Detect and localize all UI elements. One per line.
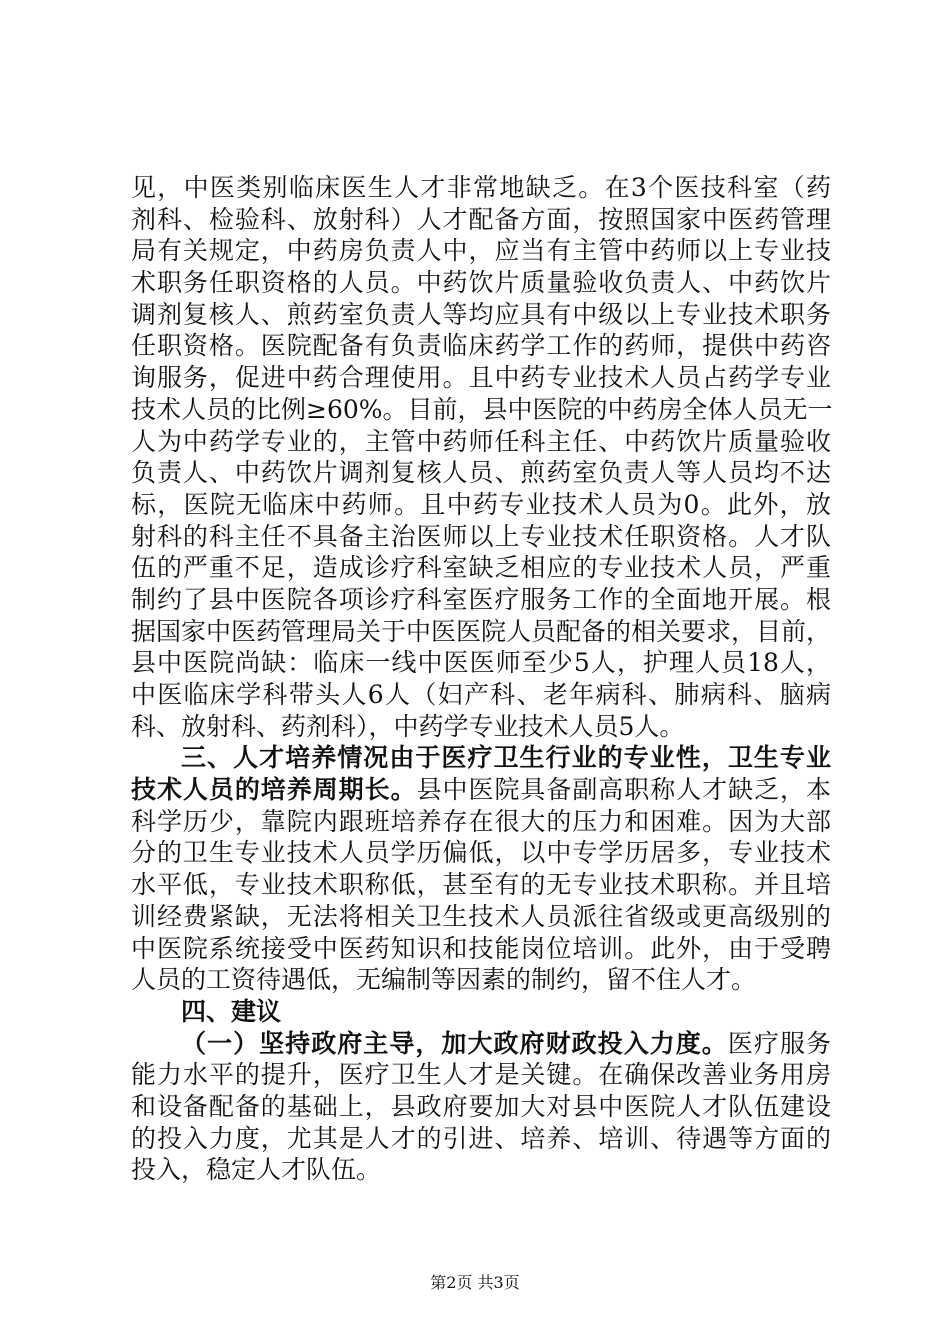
text-line: 训经费紧缺，无法将相关卫生技术人员派往省级或更高级别的 xyxy=(131,901,831,931)
text-line: 技术人员的比例≥60%。目前，县中医院的中药房全体人员无一 xyxy=(131,394,833,424)
text-line: 标，医院无临床中药师。且中药专业技术人员为0。此外，放 xyxy=(131,489,831,519)
item-heading-1: （一）坚持政府主导，加大政府财政投入力度。 xyxy=(181,1028,728,1058)
text-line: 伍的严重不足，造成诊疗科室缺乏相应的专业技术人员，严重 xyxy=(131,553,831,583)
text-line: 分的卫生专业技术人员学历偏低，以中专学历居多，专业技术 xyxy=(131,838,831,868)
text-run: 县中医院具备副高职称人才缺乏，本 xyxy=(416,775,831,805)
text-line: 术职务任职资格的人员。中药饮片质量验收负责人、中药饮片 xyxy=(131,268,831,298)
text-line: 水平低，专业技术职称低，甚至有的无专业技术职称。并且培 xyxy=(131,870,831,900)
text-line: 县中医院尚缺：临床一线中医医师至少5人，护理人员18人， xyxy=(131,648,831,678)
text-line: 剂科、检验科、放射科）人才配备方面，按照国家中医药管理 xyxy=(131,204,831,234)
text-line: 科、放射科、药剂科），中药学专业技术人员5人。 xyxy=(131,711,685,741)
page-footer: 第2页 共3页 xyxy=(430,1273,520,1292)
text-line: 和设备配备的基础上，县政府要加大对县中医院人才队伍建设 xyxy=(131,1091,831,1121)
text-line: 据国家中医药管理局关于中医医院人员配备的相关要求，目前， xyxy=(131,616,832,646)
section-heading-3-cont: 技术人员的培养周期长。 xyxy=(131,775,417,805)
text-line: 中医院系统接受中医药知识和技能岗位培训。此外，由于受聘 xyxy=(131,933,831,963)
text-line: 见，中医类别临床医生人才非常地缺乏。在3个医技科室（药 xyxy=(131,173,831,202)
text-line: 科学历少，靠院内跟班培养存在很大的压力和困难。因为大部 xyxy=(131,806,831,836)
text-line: 射科的科主任不具备主治医师以上专业技术任职资格。人才队 xyxy=(131,521,831,551)
text-line: 的投入力度，尤其是人才的引进、培养、培训、待遇等方面的 xyxy=(131,1123,831,1153)
text-run: 医疗服务 xyxy=(727,1028,831,1058)
text-line: 询服务，促进中药合理使用。且中药专业技术人员占药学专业 xyxy=(131,363,831,393)
section-heading-4: 四、建议 xyxy=(181,996,282,1026)
text-line: 能力水平的提升，医疗卫生人才是关键。在确保改善业务用房 xyxy=(131,1060,831,1090)
section-talent-training xyxy=(131,742,831,996)
text-line: 调剂复核人、煎药室负责人等均应具有中级以上专业技术职务 xyxy=(131,299,831,329)
text-line: 制约了县中医院各项诊疗科室医疗服务工作的全面地开展。根 xyxy=(131,584,831,614)
text-line: 局有关规定，中药房负责人中，应当有主管中药师以上专业技 xyxy=(131,236,831,266)
text-line: 投入，稳定人才队伍。 xyxy=(131,1155,382,1185)
text-line: 中医临床学科带头人6人（妇产科、老年病科、肺病科、脑病 xyxy=(131,680,831,709)
section-suggestions xyxy=(131,996,831,1186)
text-line: 任职资格。医院配备有负责临床药学工作的药师，提供中药咨 xyxy=(131,331,831,361)
body-text xyxy=(131,172,831,1186)
section-heading-3: 三、人才培养情况由于医疗卫生行业的专业性，卫生专业 xyxy=(181,743,831,773)
text-line: 人为中药学专业的，主管中药师任科主任、中药饮片质量验收 xyxy=(131,426,831,456)
text-line: 负责人、中药饮片调剂复核人员、煎药室负责人等人员均不达 xyxy=(131,458,831,488)
text-line: 人员的工资待遇低，无编制等因素的制约，留不住人才。 xyxy=(131,965,757,995)
paragraph-staffing-shortage xyxy=(131,172,831,742)
text-line xyxy=(131,1028,831,1060)
text-line xyxy=(131,774,831,806)
